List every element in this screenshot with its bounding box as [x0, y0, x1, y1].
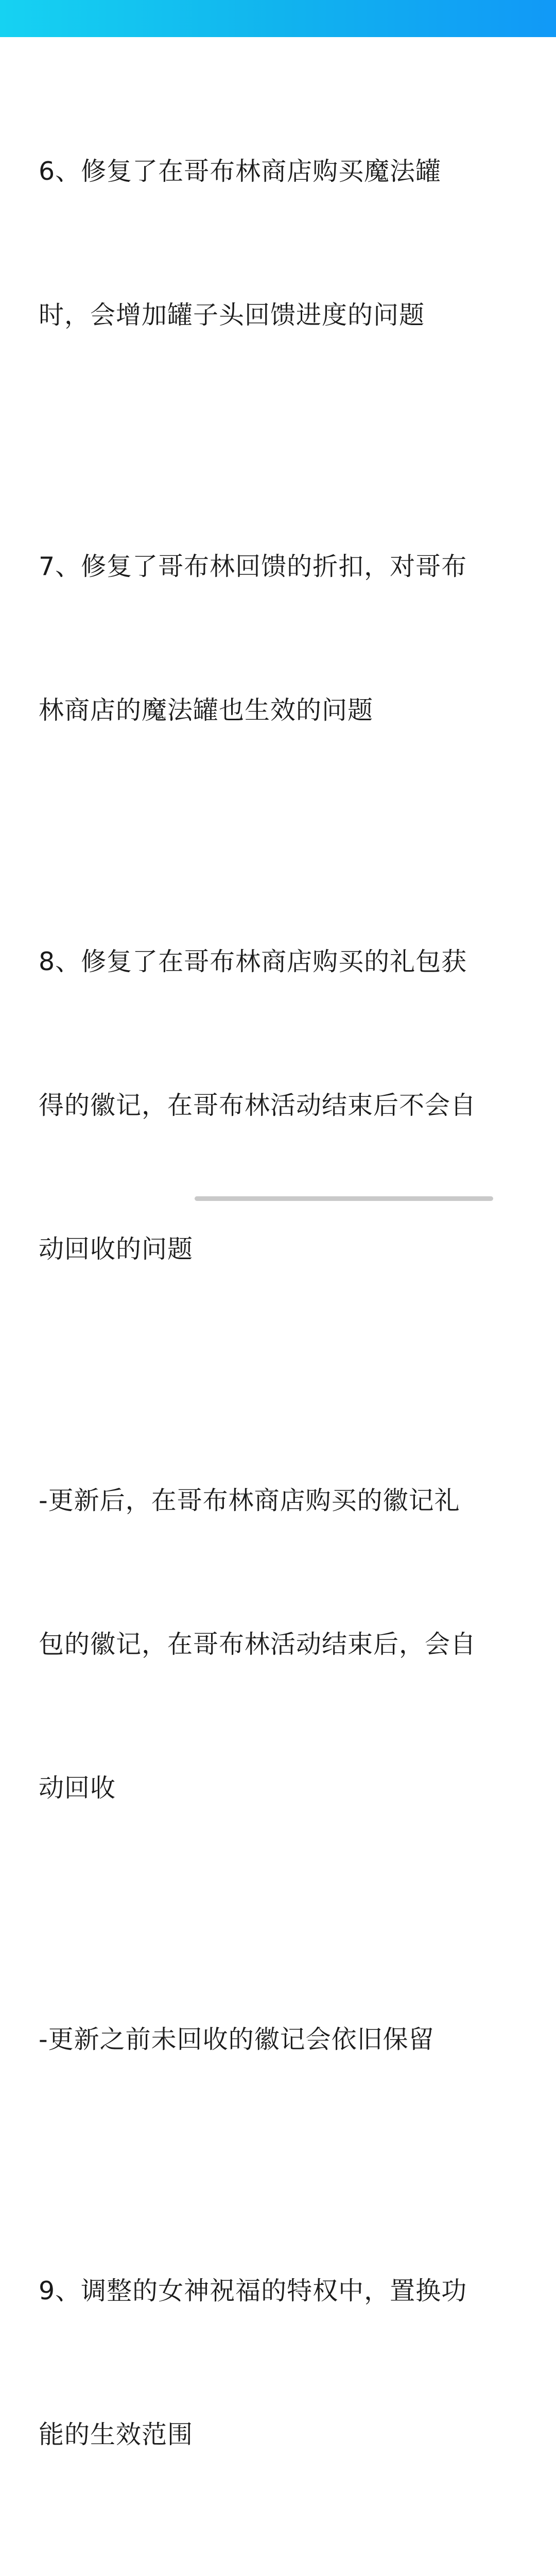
text-line: 时，会增加罐子头回馈进度的问题	[39, 300, 425, 330]
text-line: -更新后，在哥布林商店购买的徽记礼	[39, 1486, 460, 1515]
article-body	[39, 52, 523, 2576]
text-line: 动回收	[39, 1773, 116, 1803]
text-line: 得的徽记，在哥布林活动结束后不会自	[39, 1091, 477, 1120]
top-header-bar	[0, 0, 556, 37]
scroll-indicator[interactable]	[195, 1196, 493, 1201]
text-line: -更新之前未回收的徽记会依旧保留	[39, 2025, 435, 2054]
changelog-item-8	[39, 842, 523, 1369]
changelog-item-6	[39, 52, 523, 435]
text-line: 林商店的魔法罐也生效的问题	[39, 696, 374, 725]
text-line: 能的生效范围	[39, 2420, 194, 2449]
changelog-note-8a	[39, 1381, 523, 1908]
text-line: 8、修复了在哥布林商店购买的礼包获	[39, 947, 467, 976]
text-line: 9、调整的女神祝福的特权中，置换功	[39, 2276, 467, 2306]
text-line: 包的徽记，在哥布林活动结束后，会自	[39, 1630, 477, 1659]
changelog-note-8b	[39, 1920, 523, 2159]
changelog-item-7	[39, 447, 523, 830]
text-line: 6、修复了在哥布林商店购买魔法罐	[39, 157, 442, 186]
text-line: 7、修复了哥布林回馈的折扣，对哥布	[39, 552, 467, 581]
changelog-item-9	[39, 2171, 523, 2554]
text-line: 动回收的问题	[39, 1234, 194, 1264]
changelog-note-9a	[39, 2566, 523, 2576]
